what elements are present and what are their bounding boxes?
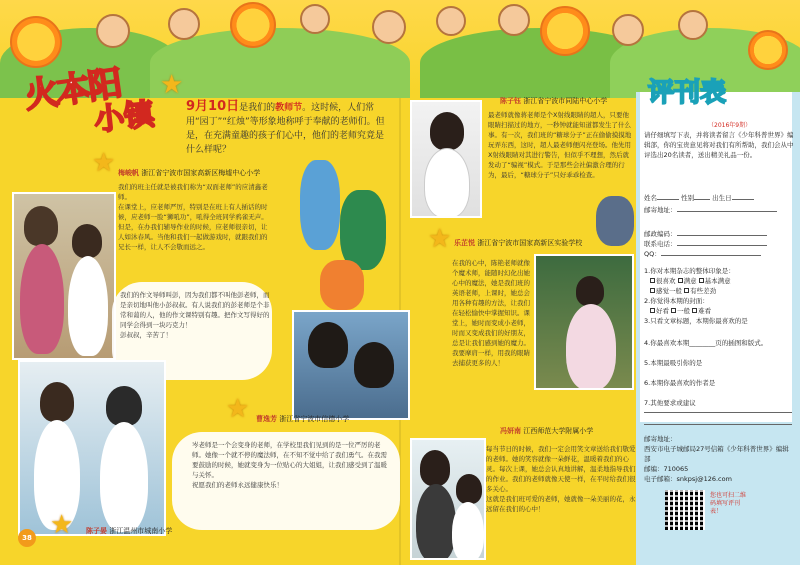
- mail-address: 西安市电子城邮局27号信箱《少年科普世界》编辑部: [644, 445, 789, 463]
- form-title: 评刊表: [648, 78, 727, 108]
- form-field-row: 联系电话：: [644, 238, 794, 249]
- cartoon-kid: [168, 8, 200, 40]
- student-teacher-photo: [12, 192, 116, 360]
- field-label: 邮政编码: [644, 230, 670, 238]
- author-school: 浙江省宁波市信德小学: [279, 415, 350, 423]
- qr-caption: 您也可扫二维码填写评刊表！: [710, 492, 747, 515]
- zip-field[interactable]: [677, 228, 767, 236]
- page-number: 38: [18, 529, 36, 547]
- form-issue: （2016年9期）: [708, 122, 752, 129]
- email-info: [644, 474, 794, 484]
- article-byline: [256, 414, 349, 424]
- intro-highlight: 教师节: [275, 103, 303, 113]
- question-1: 1.你对本期杂志的整体印象是：: [644, 267, 735, 275]
- mail-label: 邮寄地址：: [644, 435, 677, 443]
- title-main: 火本阳: [22, 63, 123, 117]
- intro-date: 9月10日: [186, 99, 240, 114]
- name-field[interactable]: [657, 192, 679, 200]
- article-byline: [118, 168, 260, 178]
- author-school: 浙江省宁波市国家高新区实验学校: [477, 239, 583, 247]
- option-label: 很喜欢: [656, 277, 676, 285]
- cartoon-kid: [300, 4, 330, 34]
- question-2-options: [650, 306, 800, 316]
- cartoon-kid: [498, 4, 530, 36]
- star-icon: ★: [92, 148, 116, 178]
- zip-info: [644, 464, 794, 474]
- option-label: 基本满意: [704, 277, 731, 285]
- question-2: 2.你觉得本期的封面：: [644, 297, 709, 305]
- field-label: 联系电话: [644, 240, 670, 248]
- form-field-row: 邮政编码：: [644, 228, 794, 239]
- qq-field[interactable]: [661, 248, 761, 256]
- cartoon-character: [300, 160, 340, 250]
- author-school: 浙江省宁波市国家高新区梅墟中心小学: [141, 169, 261, 177]
- birth-field[interactable]: [732, 192, 754, 200]
- cartoon-kid: [612, 14, 644, 46]
- intro-text: 。这时候，人们常用“园丁”“红烛”等形象地称呼于奉献的老师们。但是，在充满童趣的孩子们心中，他们的老师究竟是什么样呢？: [186, 103, 385, 155]
- cartoon-sun: [540, 6, 590, 56]
- intro-text: 是我们的: [239, 103, 276, 113]
- email-label: 电子邮箱：: [644, 475, 677, 483]
- option-label: 感觉一般: [656, 287, 682, 295]
- field-label: 姓名: [644, 194, 657, 202]
- cartoon-character: [320, 260, 364, 310]
- qr-code[interactable]: [665, 490, 705, 530]
- author-name: 冯妍南: [500, 427, 521, 435]
- article-byline: [500, 96, 607, 106]
- author-name: 乐芷悦: [454, 239, 475, 247]
- author-name: 陈子钰: [500, 97, 521, 105]
- answer-line[interactable]: [644, 424, 792, 425]
- question-4: 4.你最喜欢本期________页的插图和版式。: [644, 339, 768, 347]
- student-teacher-photo: [410, 438, 486, 560]
- option-label: 有些差劲: [690, 287, 717, 295]
- address-field[interactable]: [677, 204, 777, 212]
- form-field-row: [644, 192, 794, 203]
- student-teacher-photo: [292, 310, 410, 420]
- author-school: 浙江省宁波市同陆中心小学: [523, 97, 608, 105]
- email-value[interactable]: snkpsj@126.com: [676, 475, 732, 483]
- author-school: 浙江温州市城南小学: [109, 527, 173, 535]
- title-sub: 小镇: [92, 96, 157, 139]
- question-6: 6.本期你最喜欢的作者是: [644, 379, 716, 387]
- checkbox[interactable]: [678, 278, 683, 283]
- field-label: 出生日: [712, 194, 732, 202]
- form-intro: 请仔细填写下表，并将读者留言《少年科普世界》编辑部，你的宝贵意见将对我们有所帮助，我们会从中评选出20名读者，送出精美礼品一份。: [644, 131, 794, 159]
- author-name: 曹逸芳: [256, 415, 277, 423]
- article-byline: [500, 426, 593, 436]
- intro-paragraph: [186, 100, 391, 157]
- form-field-row: QQ：: [644, 248, 794, 259]
- gender-field[interactable]: [694, 192, 710, 200]
- field-label: 邮寄地址: [644, 206, 670, 214]
- star-icon: ★: [50, 510, 74, 540]
- checkbox[interactable]: [699, 278, 704, 283]
- article-text: 每当节日的时候，我们一定会用笑文章送给我们敬爱的老师。她的笑容就像一朵鲜花，温暖着我们的心灵。每次上课，她总会认真地讲解，温柔地指导我们的作业。我们的老师就像天使一样，在平时给我们很多关心。 这就是我们班可爱的老师，她就像一朵美丽的花，永远留在我们的心中！: [486, 445, 636, 513]
- question-1-options: [650, 276, 800, 286]
- author-name: 陈子晏: [86, 527, 107, 535]
- question-5: 5.本期最吸引你的是: [644, 359, 703, 367]
- star-icon: ★: [160, 70, 184, 100]
- form-field-row: 邮寄地址：: [644, 204, 794, 215]
- field-label: 性别: [681, 194, 695, 202]
- article-text: 在我的心中，陈艳老师就像个魔术师，能随时幻化出她心中的魔法，她是我们班的英语老师，上课时，她总会用各种有趣的方法，让我们在轻松愉快中掌握知识。课堂上，她时而变成小老师，时而又变成我们的好朋友，总是让我们感到她的魔力。 我要摩肩一样，用我的眼睛去捕获更多的人！: [452, 259, 530, 367]
- article-byline: [454, 238, 582, 248]
- question-3: 3.只看文章标题，本期你最喜欢的是: [644, 317, 748, 325]
- checkbox[interactable]: [650, 278, 655, 283]
- zip-value: 710065: [663, 465, 689, 473]
- cartoon-kid: [372, 10, 406, 44]
- cartoon-kid: [436, 6, 466, 36]
- option-label: 难看: [698, 307, 712, 315]
- option-label: 好看: [656, 307, 669, 315]
- cartoon-kid: [678, 10, 708, 40]
- article-text: 岑老师是一个会变身的老师，在学校里我们见到的是一位严厉的老师。她像一个就不停的魔法师，在不知不觉中给了我们勇气。在我需要鼓励的时候，她就变身为一位贴心的大姐姐，让我们感受到了温暖与关怀。 祝愿我们的老师永远健康快乐！: [192, 441, 387, 489]
- star-icon: ★: [428, 224, 452, 254]
- zip-label: 邮编：: [644, 465, 664, 473]
- cartoon-character: [340, 190, 386, 270]
- student-teacher-photo: [534, 254, 634, 390]
- article-byline: [86, 526, 172, 536]
- checkbox[interactable]: [692, 308, 697, 313]
- checkbox[interactable]: [650, 308, 655, 313]
- cartoon-kid: [96, 14, 130, 48]
- phone-field[interactable]: [677, 238, 767, 246]
- checkbox[interactable]: [684, 288, 689, 293]
- option-label: 满意: [683, 277, 697, 285]
- article-text: 我们的班主任就是被我们称为“双面老师”的应清鑫老师。 在课堂上，应老师严厉，特别是在班上有人插话的时候，应老师一脸“狮吼功”，吼得全班同学鸦雀无声。但是，在办我们辅导作业的时候，应老师很亲切，让人如沐春风。当他和我们一起做游戏时，就跟我们的兄长一样，让人不会敬而远之。: [118, 183, 268, 251]
- author-school: 江西师范大学附属小学: [523, 427, 594, 435]
- checkbox[interactable]: [671, 308, 676, 313]
- article-text: 我们的作文导师叫彭，因为我们都不叫他彭老师，而是亲切地叫他小彭叔叔。有人说我们的彭老师是个非常和蔼的人，他的作文课特别有趣。把作文写得好的同学会得到一块巧克力！ 彭叔叔，辛苦了！: [120, 291, 270, 339]
- field-label: QQ: [644, 250, 655, 258]
- option-label: 一般: [677, 307, 691, 315]
- star-icon: ★: [226, 394, 250, 424]
- checkbox[interactable]: [650, 288, 655, 293]
- cartoon-sun: [748, 30, 788, 70]
- article-text: 最老师就像蒋老师是个X射线眼睛的超人，只要他眼睛扫描过的地方，一秒钟就能知道都发生了什么事。有一次，我们班的“糖球分子”正在偷偷摸摸地玩弄东西，这时，超人最老师便闪亮登场。他先用X射线眼睛对其进行警告，但似乎不理想，然后就发动了“骗视”模式。于是那些会社偏激合理的行为，最后，“糖球分子”只好乖乖检查。: [488, 111, 632, 179]
- question-7: 7.其他要求或建议: [644, 399, 696, 407]
- cartoon-sun: [230, 2, 276, 48]
- question-1-options: [650, 286, 800, 296]
- student-photo: [410, 100, 482, 218]
- answer-line[interactable]: [644, 412, 792, 413]
- author-name: 梅峻帆: [118, 169, 139, 177]
